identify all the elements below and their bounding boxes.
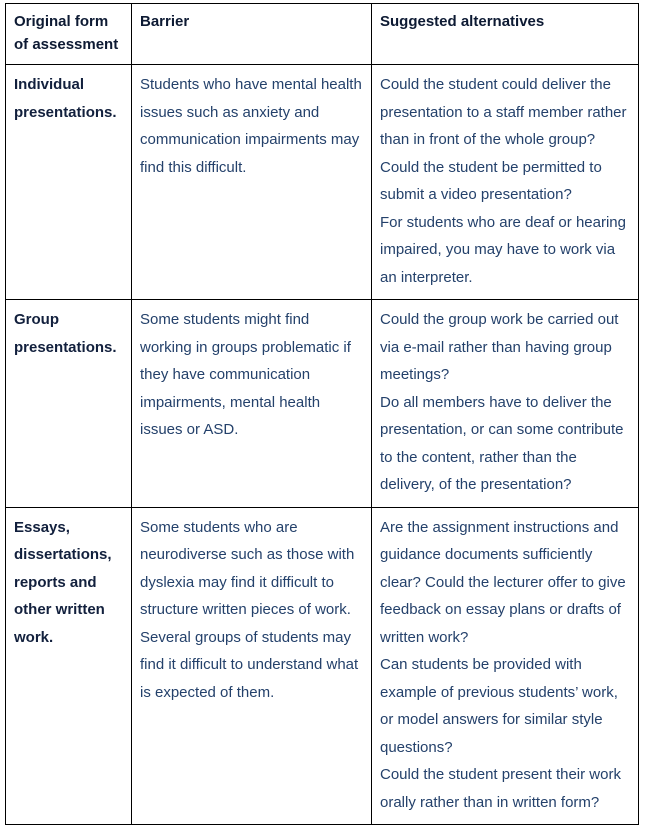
alternative-paragraph: Can students be provided with example of previous students’ work, or model answers for similar style questions?	[380, 656, 618, 756]
barrier-paragraph: Several groups of students may find it difficult to understand what is expected of them.	[140, 628, 359, 701]
table-header-row	[6, 4, 639, 65]
cell-barrier: Some students might find working in groups problematic if they have communication impairments, mental health issues or ASD.	[132, 300, 372, 508]
cell-original-form: Essays, dissertations, reports and other written work.	[6, 507, 132, 825]
table-row	[6, 300, 639, 508]
cell-barrier: Students who have mental health issues such as anxiety and communication impairments may find this difficult.	[132, 65, 372, 300]
alternative-paragraph: Do all members have to deliver the presentation, or can some contribute to the content, rather than the delivery, of the presentation?	[380, 393, 624, 493]
barrier-paragraph: Some students who are neurodiverse such as those with dyslexia may find it difficult to structure written pieces of work.	[140, 518, 355, 618]
alternative-paragraph: Are the assignment instructions and guidance documents sufficiently clear? Could the lecturer offer to give feedback on essay plans or drafts of written work?	[380, 518, 626, 646]
cell-original-form: Group presentations.	[6, 300, 132, 508]
alternative-paragraph: Could the student could deliver the presentation to a staff member rather than in front of the whole group?	[380, 76, 627, 148]
alternative-paragraph: Could the student present their work orally rather than in written form?	[380, 766, 621, 811]
alternative-paragraph: Could the student be permitted to submit a video presentation?	[380, 158, 602, 203]
cell-suggested-alternatives	[372, 65, 639, 300]
table-body	[6, 65, 639, 825]
table-row	[6, 507, 639, 825]
cell-suggested-alternatives	[372, 300, 639, 508]
alternative-paragraph: For students who are deaf or hearing impaired, you may have to work via an interpreter.	[380, 213, 626, 286]
table-header	[6, 4, 639, 65]
cell-barrier	[132, 507, 372, 825]
column-header-barrier: Barrier	[132, 4, 372, 65]
table-row	[6, 65, 639, 300]
column-header-suggested-alternatives: Suggested alternatives	[372, 4, 639, 65]
column-header-original-form: Original form of assessment	[6, 4, 132, 65]
alternative-paragraph: Could the group work be carried out via e-mail rather than having group meetings?	[380, 311, 619, 383]
cell-suggested-alternatives	[372, 507, 639, 825]
cell-original-form: Individual presentations.	[6, 65, 132, 300]
assessment-alternatives-table	[5, 3, 639, 825]
